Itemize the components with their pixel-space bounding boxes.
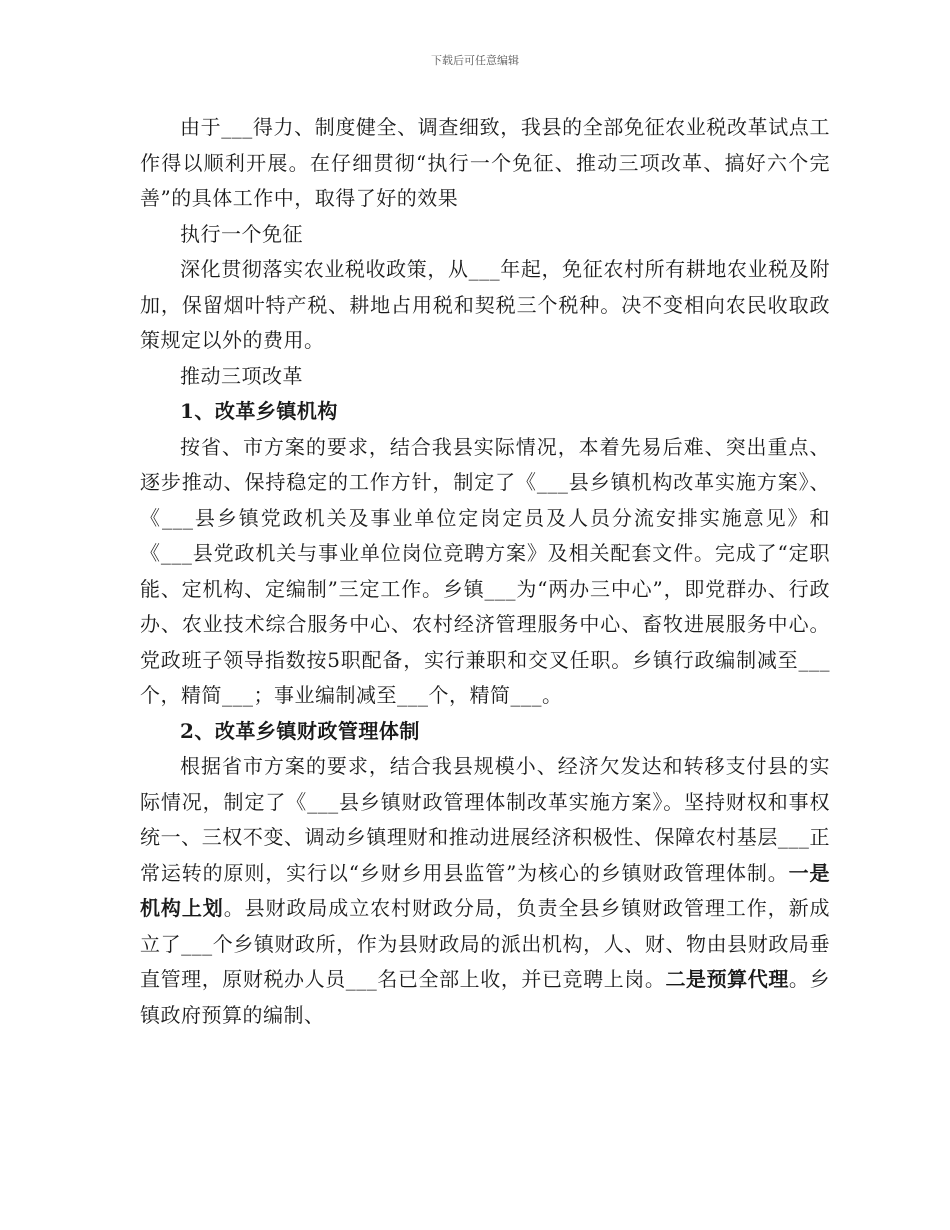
heading-township-finance: 2、改革乡镇财政管理体制	[180, 718, 420, 743]
finance-bold-2: 二是预算代理	[665, 967, 789, 991]
finance-text-2: 。县财政局成立农村财政分局，负责全县乡镇财政管理工作，新成立了___个乡镇财政所，作为县财政局的派出机构，人、财、物由县财政局垂直管理，原财税办人员___名已全部上收，并已竞聘上岗。	[140, 896, 830, 991]
heading-township-institutions: 1、改革乡镇机构	[180, 399, 338, 423]
page-header: 下载后可任意编辑	[431, 54, 519, 67]
paragraph-township-institutions: 按省、市方案的要求，结合我县实际情况，本着先易后难、突出重点、逐步推动、保持稳定的工作方针，制定了《___县乡镇机构改革实施方案》、《___县乡镇党政机关及事业单位定岗定员及人员分流安排实施意见》和《___县党政机关与事业单位岗位竞聘方案》及相关配套文件。完成了“定职能、定机构、定编制”三定工作。乡镇___为“两办三中心”，即党群办、行政办、农业技术综合服务中心、农村经济管理服务中心、畜牧进展服务中心。党政班子领导指数按5职配备，实行兼职和交叉任职。乡镇行政编制减至___个，精简___；事业编制减至___个，精简___。	[140, 434, 830, 707]
document-body	[140, 110, 830, 1033]
paragraph-intro: 由于___得力、制度健全、调查细致，我县的全部免征农业税改革试点工作得以顺利开展。在仔细贯彻“执行一个免征、推动三项改革、搞好六个完善”的具体工作中，取得了好的效果	[140, 115, 830, 210]
paragraph-exemption: 深化贯彻落实农业税收政策，从___年起，免征农村所有耕地农业税及附加，保留烟叶特产税、耕地占用税和契税三个税种。决不变相向农民收取政策规定以外的费用。	[140, 257, 830, 352]
section-title-reforms: 推动三项改革	[180, 363, 303, 388]
finance-text-1: 根据省市方案的要求，结合我县规模小、经济欠发达和转移支付县的实际情况，制定了《___县乡镇财政管理体制改革实施方案》。坚持财权和事权统一、三权不变、调动乡镇理财和推动进展经济积极性、保障农村基层___正常运转的原则，实行以“乡财乡用县监管”为核心的乡镇财政管理体制。	[140, 754, 830, 885]
paragraph-township-finance	[140, 749, 830, 1033]
section-title-exemption: 执行一个免征	[180, 221, 303, 246]
finance-text-3: 。乡镇政府预算的编制、	[140, 967, 830, 1027]
finance-bold-1: 一是机构上划	[140, 860, 831, 920]
